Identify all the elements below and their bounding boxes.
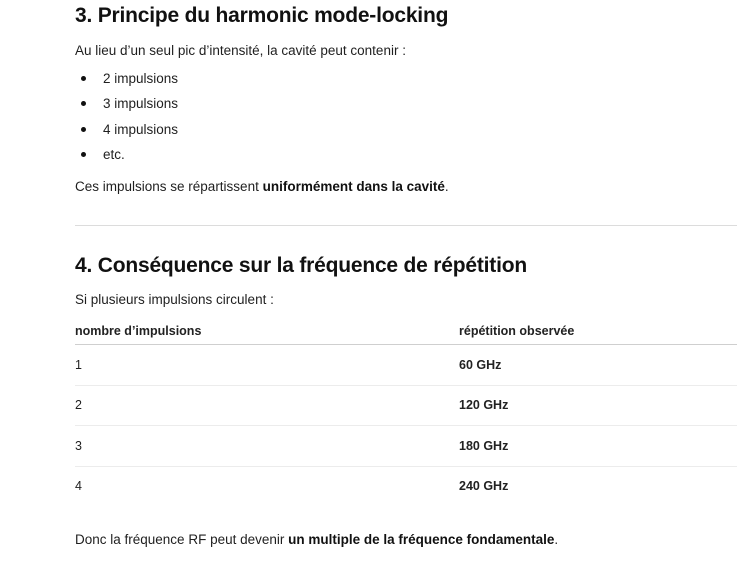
table-cell-pulse-count: 2 (75, 385, 459, 426)
list-item (75, 94, 178, 119)
distribution-suffix: . (444, 179, 449, 194)
conclusion-text: Donc la fréquence RF peut devenir (75, 532, 289, 547)
section-divider (75, 225, 737, 226)
list-item-label: 2 impulsions (103, 71, 179, 86)
table-cell-pulse-count: 4 (75, 479, 82, 494)
pulse-count-list (75, 69, 178, 170)
conclusion-suffix: . (554, 532, 559, 547)
table-cell-repetition: 120 GHz (459, 385, 737, 426)
table-row (75, 466, 737, 506)
section-3-heading: 3. Principe du harmonic mode-locking (75, 4, 449, 27)
table-cell-pulse-count: 3 (75, 426, 459, 467)
conclusion-paragraph (75, 532, 558, 547)
bullet-icon (81, 101, 86, 106)
table-cell-repetition: 60 GHz (459, 345, 737, 386)
table-cell-pulse-count: 1 (75, 345, 459, 386)
column-header-pulse-count: nombre d’impulsions (75, 317, 459, 345)
table-cell-repetition: 180 GHz (459, 426, 737, 467)
section-4-intro: Si plusieurs impulsions circulent : (75, 292, 274, 307)
list-item (75, 145, 178, 170)
distribution-paragraph (75, 179, 449, 194)
section-4-heading: 4. Conséquence sur la fréquence de répétition (75, 254, 527, 277)
list-item (75, 120, 178, 145)
bullet-icon (81, 127, 86, 132)
table-row (75, 426, 737, 467)
bullet-icon (81, 152, 86, 157)
list-item (75, 69, 178, 94)
bullet-icon (81, 76, 86, 81)
table-row (75, 345, 737, 386)
table-cell-repetition: 240 GHz (459, 479, 509, 494)
list-item-label: 4 impulsions (103, 121, 179, 137)
list-item-label: etc. (103, 146, 125, 162)
table-header-row (75, 317, 737, 345)
list-item-label: 3 impulsions (103, 96, 179, 112)
distribution-text: Ces impulsions se répartissent (75, 179, 263, 194)
conclusion-emphasis: un multiple de la fréquence fondamentale (288, 532, 555, 547)
table-row (75, 385, 737, 426)
distribution-emphasis: uniformément dans la cavité (262, 179, 445, 194)
column-header-repetition: répétition observée (459, 317, 737, 345)
repetition-table (75, 317, 737, 506)
section-3-intro: Au lieu d’un seul pic d’intensité, la cavité peut contenir : (75, 43, 406, 58)
